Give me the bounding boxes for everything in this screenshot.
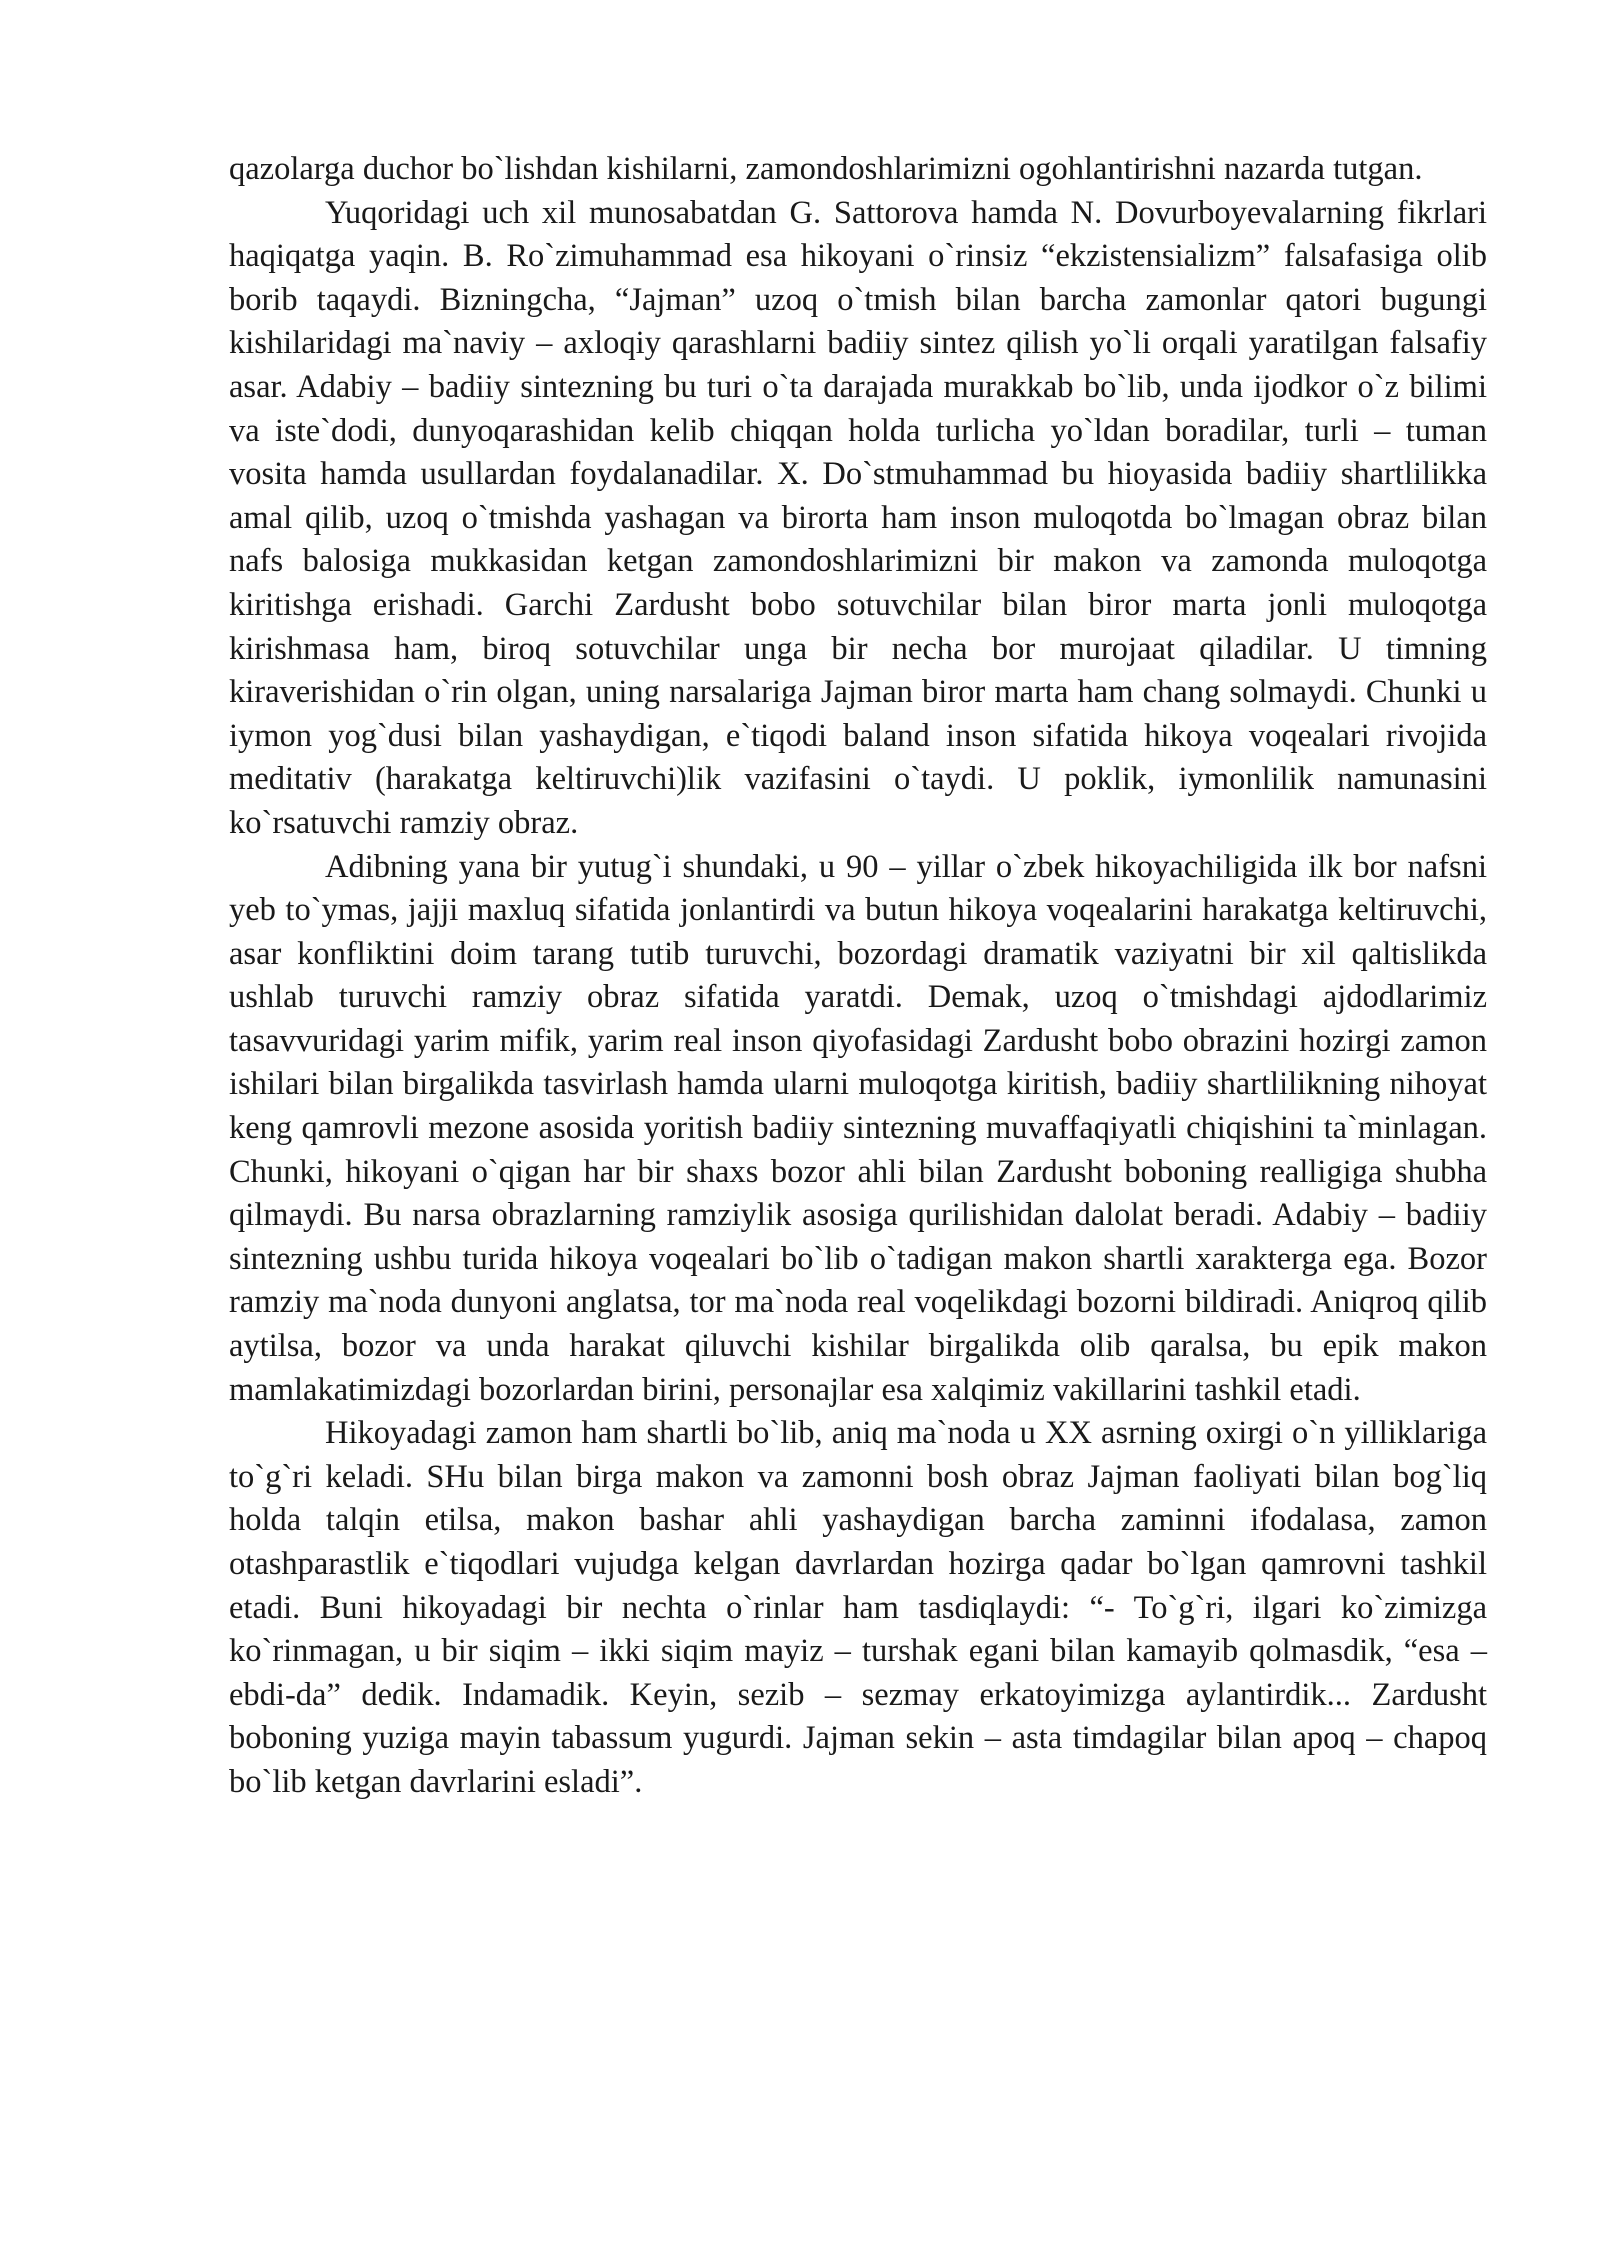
paragraph-1: qazolarga duchor bo`lishdan kishilarni, zamondoshlarimizni ogohlantirishni nazarda tutgan. bbox=[229, 151, 1423, 187]
paragraph-2: Yuqoridagi uch xil munosabatdan G. Sattorova hamda N. Dovurboyevalarning fikrlari haqiqatga yaqin. B. Ro`zimuhammad esa hikoyani o`rinsiz “ekzistensializm” falsafasiga olib borib taqaydi. Bizningcha, “Jajman” uzoq o`tmish bilan barcha zamonlar qatori bugungi kishilaridagi ma`naviy – axloqiy qarashlarni badiiy sintez qilish yo`li orqali yaratilgan falsafiy asar. Adabiy – badiiy sintezning bu turi o`ta darajada murakkab bo`lib, unda ijodkor o`z bilimi va iste`dodi, dunyoqarashidan kelib chiqqan holda turlicha yo`ldan boradilar, turli – tuman vosita hamda usullardan foydalanadilar. X. Do`stmuhammad bu hioyasida badiiy shartlilikka amal qilib, uzoq o`tmishda yashagan va birorta ham inson muloqotda bo`lmagan obraz bilan nafs balosiga mukkasidan ketgan zamondoshlarimizni bir makon va zamonda muloqotga kiritishga erishadi. Garchi Zardusht bobo sotuvchilar bilan biror marta jonli muloqotga kirishmasa ham, biroq sotuvchilar unga bir necha bor murojaat qiladilar. U timning kiraverishidan o`rin olgan, uning narsalariga Jajman biror marta ham chang solmaydi. Chunki u iymon yog`dusi bilan yashaydigan, e`tiqodi baland inson sifatida hikoya voqealari rivojida meditativ (harakatga keltiruvchi)lik vazifasini o`taydi. U poklik, iymonlilik namunasini ko`rsatuvchi ramziy obraz. bbox=[229, 194, 1487, 841]
paragraph-3: Adibning yana bir yutug`i shundaki, u 90 – yillar o`zbek hikoyachiligida ilk bor nafsni yeb to`ymas, jajji maxluq sifatida jonlantirdi va butun hikoya voqealarini harakatga keltiruvchi, asar konfliktini doim tarang tutib turuvchi, bozordagi dramatik vaziyatni bir xil qaltislikda ushlab turuvchi ramziy obraz sifatida yaratdi. Demak, uzoq o`tmishdagi ajdodlarimiz tasavvuridagi yarim mifik, yarim real inson qiyofasidagi Zardusht bobo obrazini hozirgi zamon ishilari bilan birgalikda tasvirlash hamda ularni muloqotga kiritish, badiiy shartlilikning nihoyat keng qamrovli mezone asosida yoritish badiiy sintezning muvaffaqiyatli chiqishini ta`minlagan. Chunki, hikoyani o`qigan har bir shaxs bozor ahli bilan Zardusht boboning realligiga shubha qilmaydi. Bu narsa obrazlarning ramziylik asosiga qurilishidan dalolat beradi. Adabiy – badiiy sintezning ushbu turida hikoya voqealari bo`lib o`tadigan makon shartli xarakterga ega. Bozor ramziy ma`noda dunyoni anglatsa, tor ma`noda real voqelikdagi bozorni bildiradi. Aniqroq qilib aytilsa, bozor va unda harakat qiluvchi kishilar birgalikda olib qaralsa, bu epik makon mamlakatimizdagi bozorlardan birini, personajlar esa xalqimiz vakillarini tashkil etadi. bbox=[229, 848, 1487, 1408]
paragraph-4: Hikoyadagi zamon ham shartli bo`lib, aniq ma`noda u XX asrning oxirgi o`n yilliklariga to`g`ri keladi. SHu bilan birga makon va zamonni bosh obraz Jajman faoliyati bilan bog`liq holda talqin etilsa, makon bashar ahli yashaydigan barcha zaminni ifodalasa, zamon otashparastlik e`tiqodlari vujudga kelgan davrlardan hozirga qadar bo`lgan qamrovni tashkil etadi. Buni hikoyadagi bir nechta o`rinlar ham tasdiqlaydi: “- To`g`ri, ilgari ko`zimizga ko`rinmagan, u bir siqim – ikki siqim mayiz – turshak egani bilan kamayib qolmasdik, “esa – ebdi-da” dedik. Indamadik. Keyin, sezib – sezmay erkatoyimizga aylantirdik... Zardusht boboning yuziga mayin tabassum yugurdi. Jajman sekin – asta timdagilar bilan apoq – chapoq bo`lib ketgan davrlarini esladi”. bbox=[229, 1415, 1487, 1800]
document-page bbox=[229, 148, 1487, 1805]
